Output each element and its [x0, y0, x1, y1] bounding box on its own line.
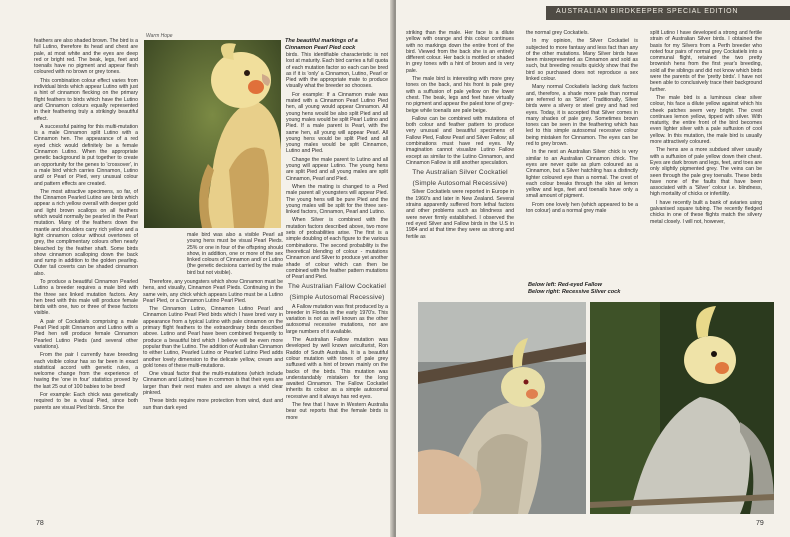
fallow-cockatiel-illustration	[418, 302, 586, 514]
paragraph: feathers are also shaded brown. The bird is a full Lutino, therefore its head and chest are pale, at most white and the eyes are deep red or bright red. The beak, legs, feet and toenails have no pigment and appear flesh coloured with no brown or grey tones.	[34, 38, 138, 76]
paragraph: The few that I have in Western Australia bear out reports that the female birds is more	[286, 402, 388, 421]
paragraph: birds. This identifiable characteristic is not lost at maturity. Each bird carries a full quota of each mutation factor so each can be bred as if it is 'only' a Cinnamon, Lutino, Pearl or Pied with the appropriate mate to produce visually what the breeder so chooses.	[286, 52, 388, 90]
magazine-header-title: AUSTRALIAN BIRDKEEPER SPECIAL EDITION	[556, 8, 739, 15]
paragraph: When Silver is combined with the mutation factors described above, two more sets of probabilities arise. The first is a simple doubling of each figure to the various combinations. The second probability is the theoretical blending of colour - mutations Cinnamon and Silver to produce yet another shade of colour which can then be combined with the feather pattern mutations of Pearl and Pied.	[286, 217, 388, 281]
left-column-2	[143, 279, 283, 509]
left-page	[0, 0, 394, 537]
paragraph: A Fallow mutation was first produced by a breeder in Florida in the early 1970's. This variation is not as well known as the other autosomal recessive mutations, nor are large numbers of it available.	[286, 303, 388, 335]
paragraph: One visual factor that the multi-mutations (which include Cinnamon and Lutino) have in common is that their eyes are larger than their nest mates and are always a vivid clear pinkred.	[143, 371, 283, 397]
paragraph: To produce a beautiful Cinnamon Pearled Lutino a breeder requires a male bird with the three sex linked mutation factors. Any hen bred with this male will produce female birds with one, two or three of these factors visible.	[34, 278, 138, 317]
page-number-left: 78	[36, 520, 44, 527]
photo-caption-left: Below left: Red-eyed Fallow	[528, 282, 602, 288]
photo-caption-right: Below right: Recessive Silver cock	[528, 289, 621, 295]
paragraph: striking than the male. Her face is a dilute yellow with orange and this colour continues with no markings down the entire front of the bird. Viewed from the back she is an entirely different colour. Her back is mottled or shaded in grey tones with a hint of brown and is very pale.	[406, 30, 514, 74]
paragraph: male bird was also a visible Pearl all young hens must be visual Pearl Pieds. 25% or one in four of the offspring should show, in addition, one or more of the sex linked colours of Cinnamon and/ or Lutino (the genetic decisions carried by the male bird but not visible).	[187, 232, 283, 276]
paragraph: The male bird is a luminous clear silver colour, his face a dilute yellow against which his cheek patches seem very bright. The crest continues lemon yellow, tipped with silver. With maturity, the entire front of the bird becomes even lighter silver with a pale suffusion of cool yellow. In this mutation, the male bird is usually more attractively coloured.	[650, 94, 762, 146]
running-head: Warm Hope	[146, 33, 173, 39]
cockatiel-illustration	[144, 40, 281, 228]
cockatiel-photo-cinnamon-pearl-pied	[144, 40, 281, 228]
silver-cockatiel-photo	[590, 302, 774, 514]
paragraph: Silver Cockatiels were reported in Europe in the 1960's and later in New Zealand. Several strains apparently suffered from lethal factors and other problems such as blindness and were never firmly established. I observed the red eyed Silver and Fallow birds in the U.S in 1984 and at that time they were as strong and fertile as	[406, 189, 514, 240]
paragraph: When the mating is changed to a Pied male parent all youngsters will appear Pied. The young hens will be pure Pied and the young males will be split for the three sex-linked factors, Cinnamon, Pearl and Lutino.	[286, 183, 388, 216]
paragraph: the normal grey Cockatiels.	[526, 30, 589, 36]
paragraph: The most attractive specimens, so far, of the Cinnamon Pearled Lutino are birds which appear a rich yellow overall with deeper gold and light brown scallops on all feathers which would normally be pearled in the Pearl mutation. Many of the feathers down the mantle and shoulders carry rich yellow and a light cinnamon colour without overtones of grey, the complimentary colours often nearly bleached by the feather shaft. Some birds show cinnamon scalloping down the back and rump in addition to the golden pearling. Outer tail coverts can be shaded cinnamon also.	[34, 188, 138, 277]
paragraph: A pair of Cockatiels comprising a male Pearl Pied split Cinnamon and Lutino with a Pied hen will produce female Cinnamon Pearled Lutino Pieds (and several other variations).	[34, 318, 138, 350]
section-subheading-silver: (Simple Autosomal Recessive)	[412, 179, 508, 187]
left-column-1	[34, 38, 138, 508]
fallow-cockatiel-photo	[418, 302, 586, 514]
paragraph: Many normal Cockatiels lacking dark factors and, therefore, a shade more pale than normal are referred to as 'Silver'. Traditionally, Silver birds were a silvery or steel grey and had red eyes. Today, it is accepted that Silver comes in many shades of pale grey. Sometimes brown tones can be seen in the feathering which has led to this simple autosomal recessive colour being mistaken for Cinnamon. The eyes can be red to grey brown.	[526, 84, 638, 148]
paragraph: split Lutino I have developed a strong and fertile strain of Australian Silver birds. I obtained the basis for my Silvers from a Perth breeder who noted four pairs of normal grey Cockatiels into a communal flight, retained the two pretty brownish hens from the first year's breeding, sold all the siblings and did not know which birds were the parents of the 'pretty birds'. I have not been able to conclusively trace their background further.	[650, 30, 762, 93]
paragraph: In the nest an Australian Silver chick is very similar to an Australian Cinnamon chick. The eyes are never quite as plum coloured as a Cinnamon, but a Silver hatchling has a distinctly lighter coloured eye than a normal. The crest of each colour breaks through the skin at lemon yellow and legs, feet and toenails have only a small amount of pigment.	[526, 149, 638, 200]
page-number-right: 79	[756, 520, 764, 527]
photo-caption: The beautiful markings of a Cinnamon Pearl Pied cock	[285, 38, 358, 51]
paragraph: The male bird is interesting with more grey tones on the back, and his front is pale grey with a suffusion of pale yellow on the lower chest. The beak, legs and feet have virtually no pigment and appear the palest tone of grey-beige while toenails are pale beige.	[406, 76, 514, 114]
paragraph: The hens are a more subdued silver usually with a suffusion of pale yellow down their chest. Eyes are dark brown and legs, feet, and toes are only slightly pigmented grey. The veins can be seen through the pale grey toenails. These birds have none of the faults that have been associated with a 'Silver' colour i.e. blindness, high mortality of chicks or infertility.	[650, 147, 762, 198]
paragraph: This combination colour effect varies from individual birds which appear Lutino with just a hint of cinnamon flecking on the primary flight feathers to birds which have the Lutino and Cinnamon colours equally represented in their feathering truly a strikingly beautiful effect.	[34, 77, 138, 122]
paragraph: For example: If a Cinnamon male was mated with a Cinnamon Pearl Lutino Pied hen, all young would appear Cinnamon. All young hens would be also split Pied and all young males would be split Pearl Lutino and Pied. If a male parent is Pearl, with the same hen, all young will appear Pearl. All young hens would be split Pied and all young males would be split Cinnamon, Lutino and Pied.	[286, 91, 388, 155]
silver-cockatiel-illustration	[590, 302, 774, 514]
section-heading-fallow: The Australian Fallow Cockatiel	[287, 283, 387, 291]
paragraph: The Cinnamon Lutino, Cinnamon Lutino Pearl and Cinnamon Lutino Pearl Pied birds which I have bred vary in appearance from a typical Lutino with pale cinnamon on the primary flight feathers to the extraordinary birds described above. Lutino and Pearl have been combined frequently to produce a beautiful bird which I believe will be even more popular than the Lutino. The addition of Australian Cinnamon to either Lutino, Pearled Lutino or Pearled Lutino Pied adds another lovely dimension to the delicate yellow, cream and gold tones of these multi-mutations.	[143, 306, 283, 369]
right-column-2	[526, 30, 638, 280]
paragraph: Change the male parent to Lutino and all young will appear Lutino. The young hens are split Pied and all young males are split Cinnamon, Pearl and Pied.	[286, 156, 388, 182]
right-page	[396, 0, 790, 537]
left-column-3	[286, 52, 388, 508]
section-subheading-fallow: (Simple Autosomal Recessive)	[289, 293, 385, 301]
paragraph: These birds require more protection from wind, dust and sun than dark eyed	[143, 398, 283, 411]
paragraph: Therefore, any youngsters which show Cinnamon must be hens, and visually, Cinnamon Pearl Pieds. Continuing in the same vein, any chick which appears Lutino must be a Lutino Pearl Pied, or a Cinnamon Lutino Pearl Pied.	[143, 279, 283, 304]
paragraph: The Australian Fallow mutation was developed by well known aviculturist, Ron Raddo of South Australia. It is a beautiful colour mutation with tones of pale grey suffused with a hint of brown mainly on the backs of the birds. This mutation was understandably mistaken for the long awaited Cinnamon. The Fallow Cockatiel inherits its colour as a simple autosomal recessive and it always has red eyes.	[286, 337, 388, 400]
right-column-1	[406, 30, 514, 320]
section-heading-silver: The Australian Silver Cockatiel	[412, 169, 508, 177]
paragraph: Fallow can be combined with mutations of both colour and feather pattern to produce very unusual and beautiful specimens of Fallow Pied, Fallow Pearl and Silver Fallow; all combinations must have red eyes. My imagination cannot visualize Lutino Fallow except as similar to the Lutino Cinnamon, and Cinnamon Fallow is still another speculation.	[406, 115, 514, 166]
paragraph: In my opinion, the Silver Cockatiel is subjected to more fantasy and less fact than any of the other mutations. Many Silver birds have been misrepresented as Cinnamon and sold as such, but breeding results quickly show that the bird so purchased does not reproduce a sex linked colour.	[526, 38, 638, 83]
paragraph: From one lovely hen (which appeared to be a ton colour) and a normal grey male	[526, 201, 638, 215]
paragraph: A successful pairing for this multi-mutation is a male Cinnamon split Lutino with a Cinnamon hen. The appearance of a red eyed chick would definitely be a female Cinnamon Lutino. When the appropriate genetic background is put together to create an opportunity for the genes to 'crossover', in a male bird which carries Cinnamon, Lutino and/ or Pearl or Pied, very unusual colour and pattern effects are created.	[34, 123, 138, 187]
right-column-3	[650, 30, 762, 320]
left-column-2-inset	[143, 232, 283, 277]
paragraph: For example: Each chick was genetically required to be a visual Pied, since both parents are visual Pied birds. Since the	[34, 392, 138, 411]
paragraph: From the pair I currently have breeding each visible colour has so far been in exact statistical accord with genetic rules, a welcome change from the experience of having the 'one in four' statistics proved by the last 25 out of 100 babies to be bred!	[34, 352, 138, 390]
paragraph: I have recently built a bank of aviaries using galvanised square tubing. The recently fledged chicks in one of these flights match the silvery metal closely. I will not, however,	[650, 199, 762, 225]
